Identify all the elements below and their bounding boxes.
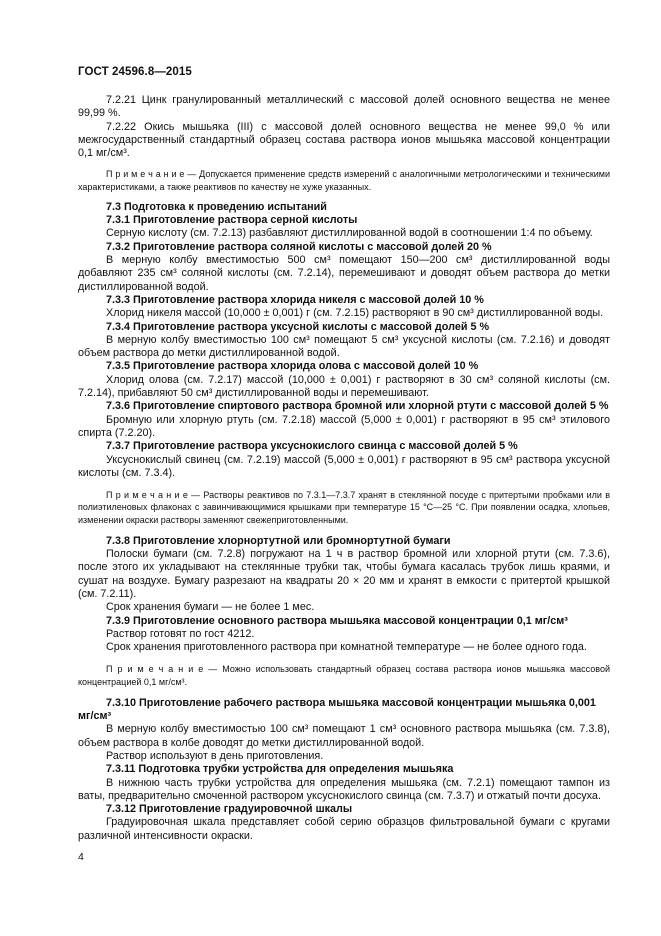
subsection-heading: 7.3.6 Приготовление спиртового раствора бромной или хлорной ртути с массовой долей 5 % — [106, 400, 609, 413]
paragraph: В мерную колбу вместимостью 500 см³ помещают 150—200 см³ дистиллированной воды добавляют 235 см³ соляной кислоты (см. 7.2.14), перемешивают и доводят объем раствора до метки дистиллированной водой. — [78, 254, 610, 293]
page-number: 4 — [78, 851, 84, 863]
paragraph: Срок хранения приготовленного раствора при комнатной температуре — не более одного года. — [106, 641, 587, 654]
subsection-heading: 7.3.9 Приготовление основного раствора мышьяка массовой концентрации 0,1 мг/см³ — [106, 614, 568, 627]
paragraph: В нижнюю часть трубки устройства для определения мышьяка (см. 7.2.1) помещают тампон из ваты, предварительно смоченной раствором уксуснокислого свинца (см. 7.3.7) и отжатый почти досуха. — [78, 776, 610, 802]
paragraph: Бромную или хлорную ртуть (см. 7.2.18) массой (5,000 ± 0,001) г растворяют в 95 см³ этилового спирта (7.2.20). — [78, 413, 610, 439]
paragraph: Полоски бумаги (см. 7.2.8) погружают на 1 ч в раствор бромной или хлорной ртути (см. 7.3.6), после этого их укладывают на стеклянные трубки так, чтобы бумага касалась трубок лишь краями, и сушат на воздухе. Бумагу разрезают на квадраты 20 × 20 мм и хранят в емкости с притертой крышкой (см. 7.2.11). — [78, 548, 610, 600]
section-heading: 7.3 Подготовка к проведению испытаний — [106, 200, 327, 213]
subsection-heading: 7.3.12 Приготовление градуировочной шкалы — [106, 803, 353, 816]
paragraph: Раствор готовят по гост 4212. — [106, 627, 255, 640]
subsection-heading: 7.3.2 Приготовление раствора соляной кислоты с массовой долей 20 % — [106, 240, 492, 253]
paragraph: Срок хранения бумаги — не более 1 мес. — [106, 601, 315, 614]
subsection-heading: 7.3.1 Приготовление раствора серной кислоты — [106, 214, 358, 227]
paragraph: В мерную колбу вместимостью 100 см³ помещают 1 см³ основного раствора мышьяка (см. 7.3.8), объем раствора в колбе доводят до метки дистиллированной водой. — [78, 723, 610, 749]
paragraph: Хлорид никеля массой (10,000 ± 0,001) г (см. 7.2.15) растворяют в 90 см³ дистиллированной воды. — [106, 307, 604, 320]
paragraph: 7.2.22 Окись мышьяка (III) с массовой долей основного вещества не менее 99,0 % или межгосударственный стандартный образец состава раствора ионов мышьяка массовой концентрации 0,1 мг/см³. — [78, 120, 610, 160]
paragraph: 7.2.21 Цинк гранулированный металлический с массовой долей основного вещества не менее 99,99 %. — [78, 94, 610, 120]
subsection-heading: 7.3.8 Приготовление хлорнортутной или бромнортутной бумаги — [106, 534, 451, 547]
subsection-heading: 7.3.11 Подготовка трубки устройства для определения мышьяка — [106, 763, 454, 776]
note: П р и м е ч а н и е — Допускается применение средств измерений с аналогичными метрологическими и техническими характеристиками, а также реактивов по качеству не хуже указанных. — [78, 169, 610, 192]
paragraph: Уксуснокислый свинец (см. 7.2.19) массой (5,000 ± 0,001) г растворяют в 95 см³ раствора уксусной кислоты (см. 7.3.4). — [78, 453, 610, 479]
note: П р и м е ч а н и е — Растворы реактивов по 7.3.1—7.3.7 хранят в стеклянной посуде с притертыми пробками или в полиэтиленовых флаконах с завинчивающимися крышками при температуре 15 °С—25 °С. При появлении осадка, хлопьев, изменении окраски растворы заменяют свежеприготовленными. — [78, 490, 610, 525]
subsection-heading: 7.3.4 Приготовление раствора уксусной кислоты с массовой долей 5 % — [106, 320, 490, 333]
subsection-heading: 7.3.3 Приготовление раствора хлорида никеля с массовой долей 10 % — [106, 293, 484, 306]
paragraph: Градуировочная шкала представляет собой серию образцов фильтровальной бумаги с кругами различной интенсивности окраски. — [78, 816, 610, 842]
subsection-heading: 7.3.10 Приготовление рабочего раствора мышьяка массовой концентрации мышьяка 0,001 мг/см³ — [78, 696, 596, 723]
note: П р и м е ч а н и е — Можно использовать стандартный образец состава раствора ионов мышьяка массовой концентрацией 0,1 мг/см³. — [78, 664, 610, 687]
document-header: ГОСТ 24596.8—2015 — [78, 66, 192, 78]
subsection-heading: 7.3.5 Приготовление раствора хлорида олова с массовой долей 10 % — [106, 360, 479, 373]
paragraph: В мерную колбу вместимостью 100 см³ помещают 5 см³ уксусной кислоты (см. 7.2.16) и доводят объем раствора до метки дистиллированной водой. — [78, 333, 610, 360]
paragraph: Хлорид олова (см. 7.2.17) массой (10,000 ± 0,001) г растворяют в 30 см³ соляной кислоты (см. 7.2.14), прибавляют 50 см³ дистиллированной воды и перемешивают. — [78, 373, 610, 400]
subsection-heading: 7.3.7 Приготовление раствора уксуснокислого свинца с массовой долей 5 % — [106, 440, 518, 453]
paragraph: Серную кислоту (см. 7.2.13) разбавляют дистиллированной водой в соотношении 1:4 по объему. — [106, 227, 593, 240]
paragraph: Раствор используют в день приготовления. — [106, 750, 324, 762]
document-body — [78, 94, 610, 843]
